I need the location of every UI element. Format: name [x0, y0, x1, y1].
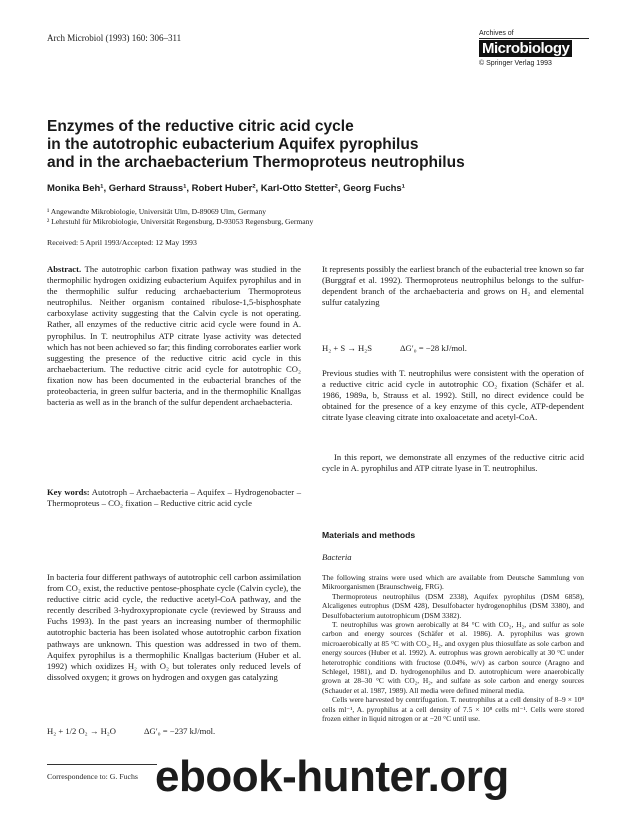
logo-main-text: Microbiology: [479, 40, 572, 57]
right-text-3: In this report, we demonstrate all enzymes of the reductive citric acid cycle in A. pyrophilus and ATP citrate lyase in T. neutrophilus.: [322, 452, 584, 474]
equation-2-left: H₂ + S → H₂S: [322, 343, 372, 353]
equation-1-left: H₂ + 1/2 O₂ → H₂O: [47, 726, 116, 736]
title-line-1: Enzymes of the reductive citric acid cycle: [47, 118, 354, 135]
footnote-rule: [47, 764, 157, 765]
equation-2-right: ΔG′₀ = −28 kJ/mol.: [400, 343, 467, 353]
equation-1-right: ΔG′₀ = −237 kJ/mol.: [143, 726, 216, 736]
right-paragraph-3: [322, 452, 584, 474]
right-paragraph-1: [322, 264, 584, 308]
logo-copyright: © Springer Verlag 1993: [479, 60, 552, 67]
affiliation-2: ² Lehrstuhl für Mikrobiologie, Universität Regensburg, D-93053 Regensburg, Germany: [47, 217, 314, 226]
methods-heading: Materials and methods: [322, 530, 416, 540]
title-line-3: and in the archaebacterium Thermoproteus neutrophilus: [47, 154, 465, 171]
keywords: [47, 487, 301, 509]
article-title: [47, 118, 567, 172]
equation-1: [47, 726, 301, 736]
methods-p3: T. neutrophilus was grown aerobically at 84 °C with CO₂, H₂, and sulfur as sole carbon and energy sources (Schäfer et al. 1986). A. pyrophilus was grown microaerobically at 85 °C with CO₂, H₂, and oxygen plus thiosulfate as sole carbon and energy sources (Huber et al. 1992). A. eutrophus was grown aerobically at 30 °C under heterotrophic conditions with fructose (0.04%, w/v) as carbon source (Aragno and Schlegel, 1981), and D. hydrogenophilus and D. autotrophicum were anaerobically grown at 28–30 °C with CO₂, H₂, and sulfate as sole carbon and energy sources (Schauder et al. 1987, 1989). All media were defined mineral media.: [322, 620, 584, 695]
methods-p2: Thermoproteus neutrophilus (DSM 2338), Aquifex pyrophilus (DSM 6858), Alcaligenes eutrophus (DSM 428), Desulfobacter hydrogenophilus (DSM 3380), and Desulfobacterium autotrophicum (DSM 3382).: [322, 591, 584, 620]
right-paragraph-2: [322, 368, 584, 423]
affiliations: [47, 207, 587, 227]
author-list: Monika Beh¹, Gerhard Strauss¹, Robert Huber², Karl-Otto Stetter², Georg Fuchs¹: [47, 183, 405, 194]
intro-text: In bacteria four different pathways of autotrophic cell carbon assimilation from CO₂ exist, the reductive pentose-phosphate cycle (Calvin cycle), the reductive citric acid cycle, the reductive acetyl-CoA pathway, and the recently described 3-hydroxypropionate cycle (reviewed by Strauss and Fuchs 1993). In the past years an increasing number of thermophilic autotrophic bacteria has been isolated whose autotrophic carbon fixation pathways are unknown. This question was addressed in two of them. Aquifex pyrophilus is a thermophilic Knallgas bacterium (Huber et al. 1992) which oxidizes H₂ with O₂ but tolerates only reduced levels of dissolved oxygen; it grows on hydrogen and oxygen gas catalyzing: [47, 572, 301, 682]
keywords-label: Key words:: [47, 487, 90, 497]
bacteria-heading: Bacteria: [322, 552, 352, 562]
journal-citation: Arch Microbiol (1993) 160: 306–311: [47, 33, 182, 43]
right-text-1: It represents possibly the earliest branch of the eubacterial tree known so far (Burggraf et al. 1992). Thermoproteus neutrophilus belongs to the sulfur-dependent branch of the archaebacteria and grows on H₂ and elemental sulfur catalyzing: [322, 264, 585, 308]
intro-paragraph: [47, 572, 301, 683]
watermark: ebook-hunter.org: [155, 752, 509, 801]
methods-p1: The following strains were used which are available from Deutsche Sammlung von Mikroorganismen (Braunschweig, FRG).: [322, 573, 584, 592]
correspondence: Correspondence to: G. Fuchs: [47, 772, 138, 781]
abstract-label: Abstract.: [47, 264, 82, 274]
methods-p4: Cells were harvested by centrifugation. T. neutrophilus at a cell density of 8–9 × 10⁸ cells ml⁻¹, A. pyrophilus at a cell density of 7.5 × 10⁸ cells ml⁻¹. Cells were stored frozen either in liquid nitrogen or at −20 °C until use.: [322, 695, 584, 724]
received-dates: Received: 5 April 1993/Accepted: 12 May 1993: [47, 238, 197, 247]
keywords-text: Autotroph – Archaebacteria – Aquifex – Hydrogenobacter – Thermoproteus – CO₂ fixation – Reductive citric acid cycle: [47, 487, 301, 509]
right-text-2: Previous studies with T. neutrophilus were consistent with the operation of a reductive citric acid cycle in autotrophic CO₂ fixation (Schäfer et al. 1986, 1989a, b, Strauss et al. 1992). Still, no direct evidence could be obtained for the presence of a key enzyme of this cycle, ATP-dependent citrate lyase cleaving citrate into oxaloacetate and acetyl-CoA.: [322, 368, 584, 423]
journal-logo: [479, 30, 589, 67]
logo-top-text: Archives of: [479, 30, 589, 39]
methods-text: [322, 573, 584, 724]
abstract: [47, 264, 301, 408]
abstract-text: The autotrophic carbon fixation pathway was studied in the thermophilic hydrogen oxidizing eubacterium Aquifex pyrophilus and in the thermophilic sulfur reducing archaebacterium Thermoproteus neutrophilus. Neither organism contained ribulose-1,5-bisphosphate carboxylase activity suggesting that the Calvin cycle is not operating. Rather, all enzymes of the reductive citric acid cycle were found in A. pyrophilus. In T. neutrophilus ATP citrate lyase activity was detected which has not been achieved so far; this finding corroborates earlier work suggesting the presence of the reductive citric acid cycle in this archaebacterium. The reductive citric acid cycle for autotrophic CO₂ fixation now has been documented in the eubacterial branches of the proteobacteria, in green sulfur bacteria, and in the thermophilic Knallgas bacteria as well as in the branch of the sulfur dependent archaebacteria.: [47, 264, 301, 408]
title-line-2: in the autotrophic eubacterium Aquifex pyrophilus: [47, 136, 419, 153]
equation-2: [322, 343, 584, 353]
affiliation-1: ¹ Angewandte Mikrobiologie, Universität Ulm, D-89069 Ulm, Germany: [47, 207, 267, 216]
